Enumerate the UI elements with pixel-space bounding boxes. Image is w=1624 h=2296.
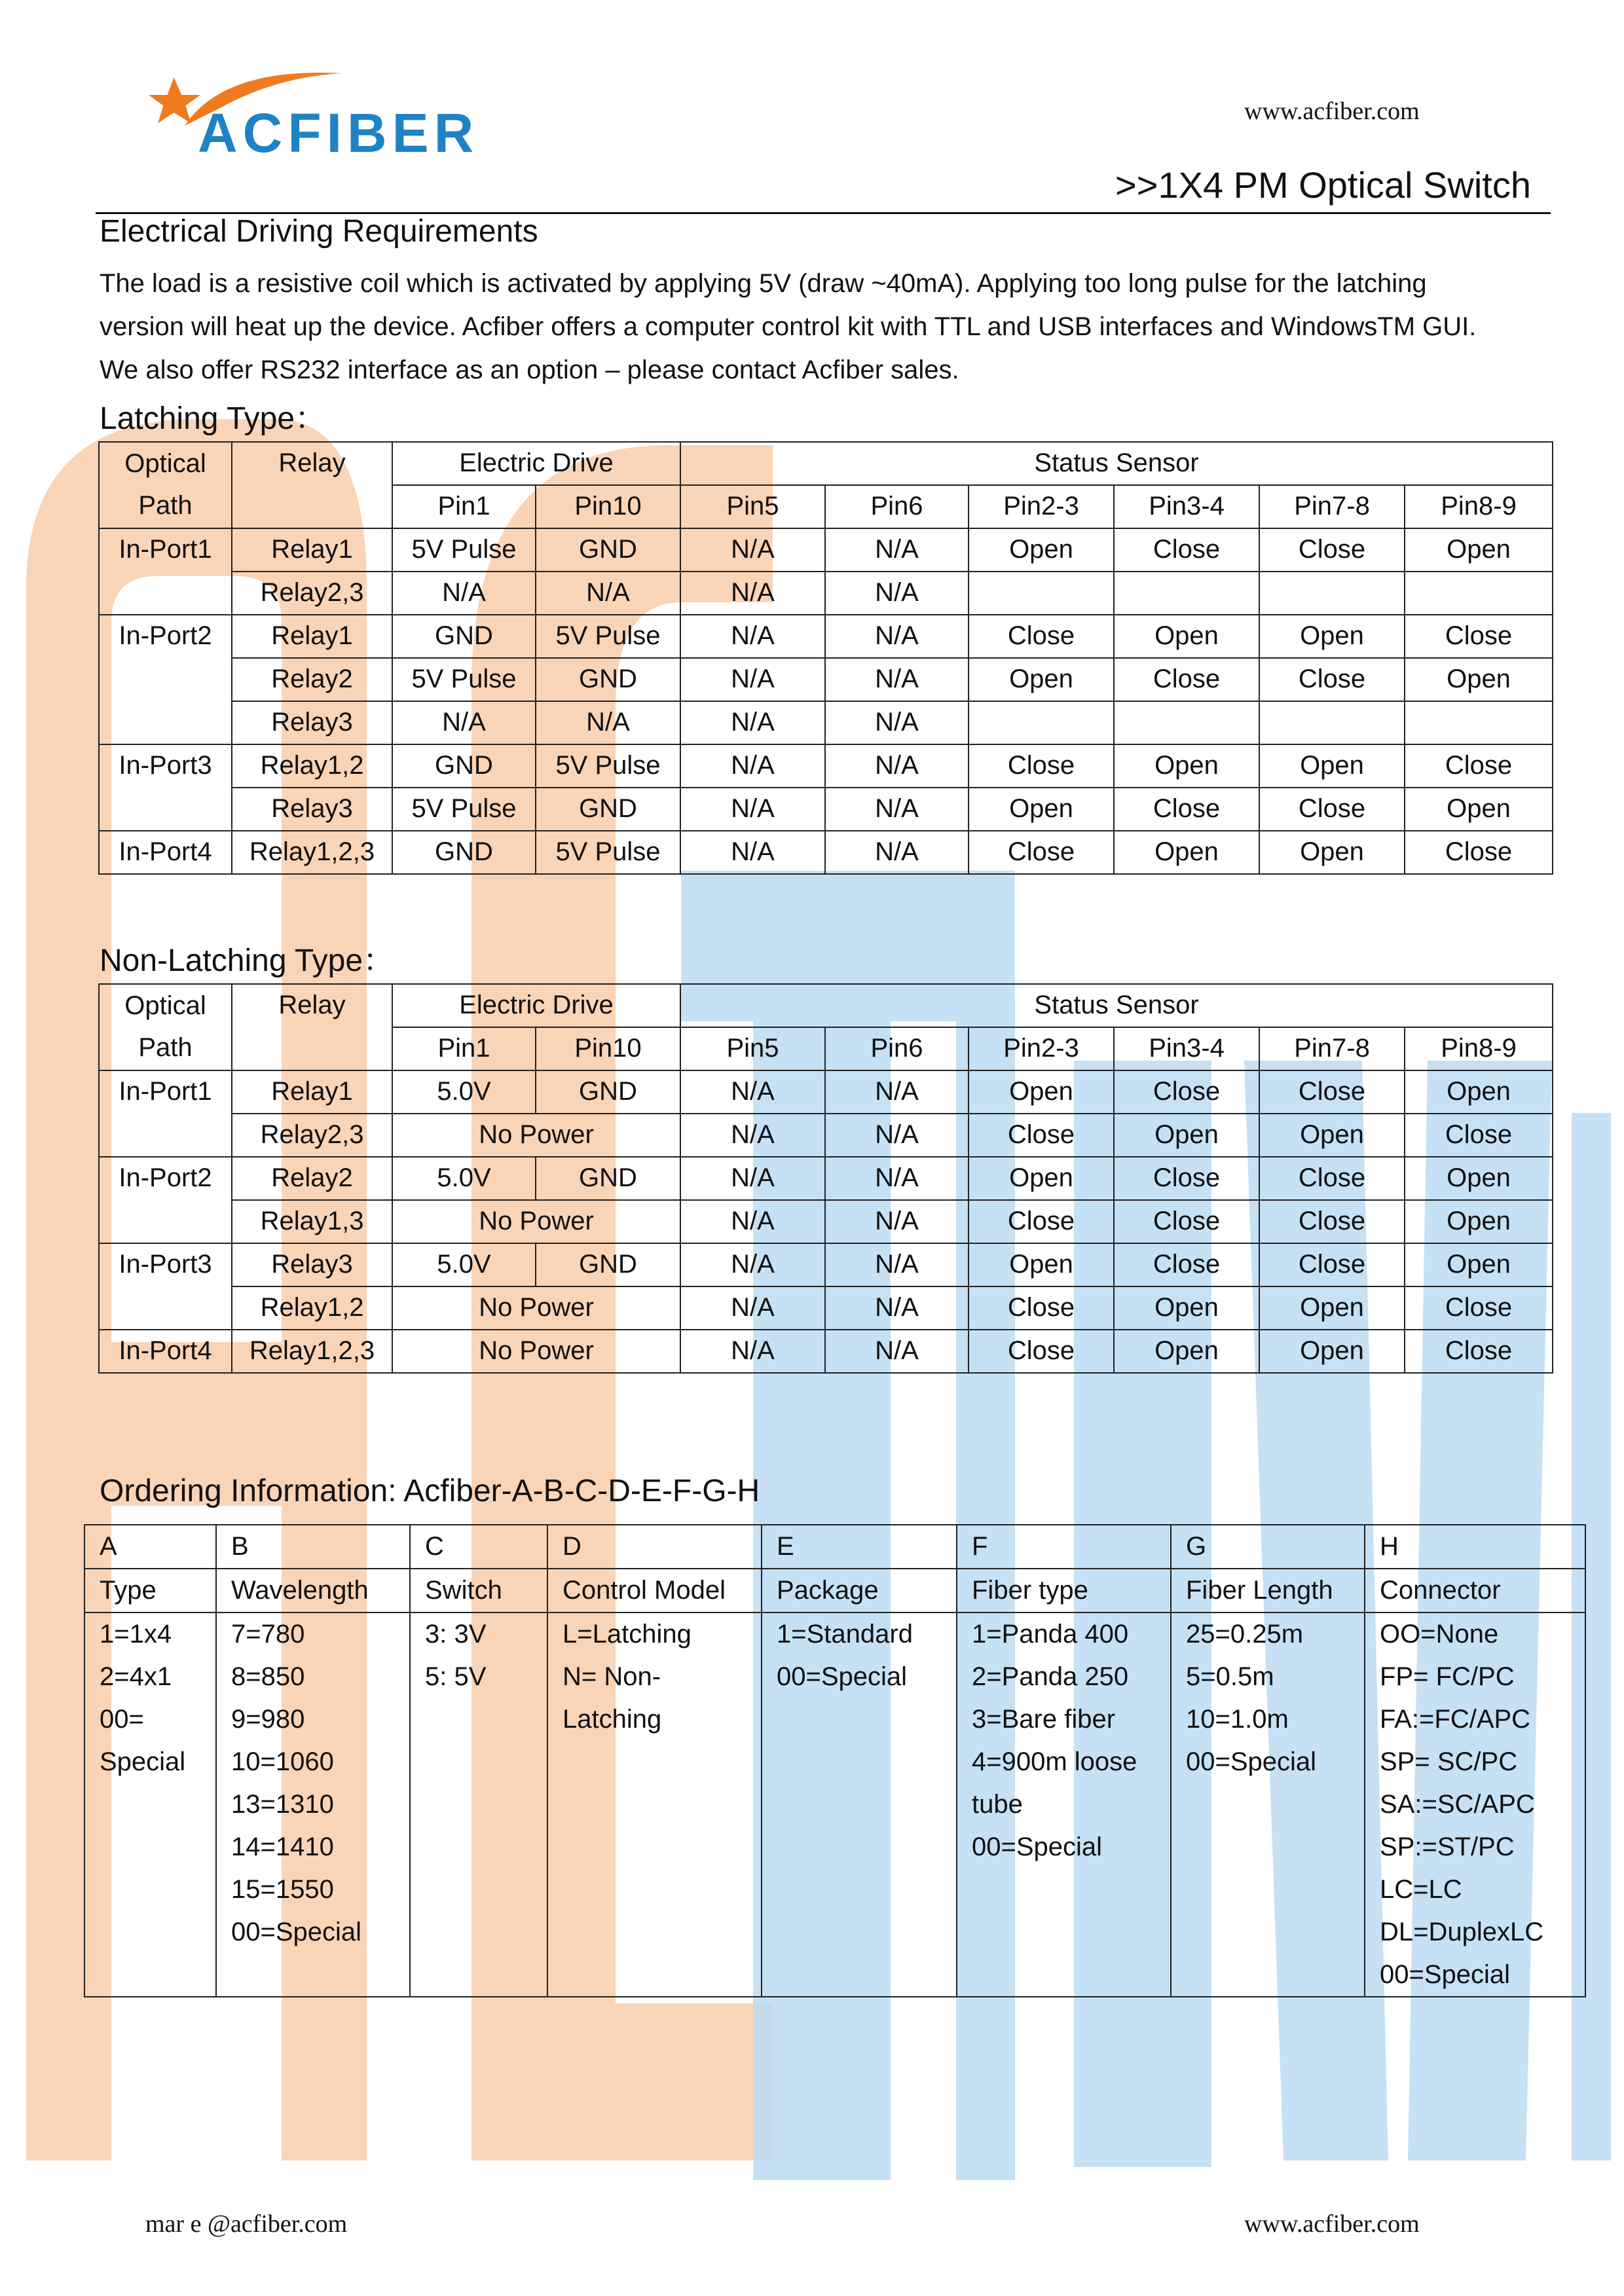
ordering-options-cell bbox=[762, 1613, 957, 1997]
value-cell: Open bbox=[1259, 1286, 1405, 1330]
ordering-option: 7=780 bbox=[231, 1620, 305, 1649]
relay-cell: Relay3 bbox=[232, 701, 392, 744]
non-latching-table bbox=[98, 983, 1553, 1374]
header-pin: Pin10 bbox=[536, 1027, 680, 1070]
ordering-option: 1=Standard bbox=[777, 1620, 913, 1649]
value-cell: Open bbox=[1114, 1286, 1259, 1330]
ordering-option: 5: 5V bbox=[425, 1662, 487, 1691]
value-cell: Open bbox=[1405, 1243, 1553, 1286]
ordering-field-name: Package bbox=[762, 1569, 957, 1613]
value-cell: 5V Pulse bbox=[536, 615, 680, 658]
ordering-letter: F bbox=[957, 1525, 1171, 1569]
ordering-option: 2=4x1 bbox=[100, 1662, 172, 1691]
value-cell: Close bbox=[1259, 528, 1405, 572]
acfiber-logo bbox=[145, 60, 486, 165]
ordering-option: 25=0.25m bbox=[1186, 1620, 1304, 1649]
value-cell: Open bbox=[1405, 1200, 1553, 1243]
header-pin: Pin8-9 bbox=[1405, 485, 1553, 528]
relay-cell: Relay2 bbox=[232, 1157, 392, 1200]
value-cell: Close bbox=[1259, 1070, 1405, 1114]
relay-cell: Relay1,2,3 bbox=[232, 831, 392, 874]
header-optical-path: Optical Path bbox=[99, 442, 232, 528]
table-row bbox=[99, 1157, 1553, 1200]
paragraph-line: The load is a resistive coil which is activated by applying 5V (draw ~40mA). Applying too long pulse for the latching bbox=[100, 269, 1427, 298]
optical-path-cell: In-Port3 bbox=[99, 1243, 232, 1330]
no-power-cell: No Power bbox=[392, 1286, 680, 1330]
value-cell: Open bbox=[969, 1070, 1114, 1114]
ordering-field-name: Wavelength bbox=[216, 1569, 410, 1613]
ordering-option: 14=1410 bbox=[231, 1832, 334, 1861]
value-cell bbox=[969, 701, 1114, 744]
header-pin: Pin6 bbox=[825, 1027, 969, 1070]
ordering-field-name: Control Model bbox=[547, 1569, 762, 1613]
value-cell: N/A bbox=[392, 701, 536, 744]
ordering-options-cell bbox=[957, 1613, 1171, 1997]
ordering-option: 3: 3V bbox=[425, 1620, 487, 1649]
value-cell: GND bbox=[536, 1070, 680, 1114]
footer-email[interactable]: mar e @acfiber.com bbox=[145, 2210, 348, 2238]
optical-path-cell: In-Port2 bbox=[99, 615, 232, 744]
ordering-option: OO=None bbox=[1380, 1620, 1499, 1649]
value-cell: Close bbox=[969, 1200, 1114, 1243]
value-cell: N/A bbox=[825, 1114, 969, 1157]
ordering-option: SA:=SC/APC bbox=[1380, 1790, 1535, 1819]
value-cell: N/A bbox=[825, 744, 969, 788]
ordering-option: 5=0.5m bbox=[1186, 1662, 1274, 1691]
header-optical-path: Optical Path bbox=[99, 984, 232, 1070]
header-pin: Pin7-8 bbox=[1259, 1027, 1405, 1070]
no-power-cell: No Power bbox=[392, 1330, 680, 1373]
value-cell: N/A bbox=[536, 701, 680, 744]
value-cell: Open bbox=[1405, 788, 1553, 831]
relay-cell: Relay1,3 bbox=[232, 1200, 392, 1243]
table-row bbox=[99, 528, 1553, 572]
value-cell: GND bbox=[536, 1243, 680, 1286]
ordering-option: Special bbox=[100, 1747, 186, 1776]
value-cell: 5V Pulse bbox=[536, 744, 680, 788]
value-cell: N/A bbox=[825, 1157, 969, 1200]
header-relay: Relay bbox=[232, 984, 392, 1070]
value-cell: Open bbox=[1114, 744, 1259, 788]
value-cell: Close bbox=[969, 744, 1114, 788]
document-title: >>1X4 PM Optical Switch bbox=[1115, 164, 1531, 206]
ordering-letter: D bbox=[547, 1525, 762, 1569]
value-cell: Open bbox=[1405, 658, 1553, 701]
value-cell: N/A bbox=[680, 658, 825, 701]
ordering-option: 1=Panda 400 bbox=[972, 1620, 1129, 1649]
value-cell: Close bbox=[1114, 1243, 1259, 1286]
value-cell: GND bbox=[536, 1157, 680, 1200]
header-status-sensor: Status Sensor bbox=[680, 442, 1553, 485]
latching-heading: Latching Type： bbox=[100, 401, 327, 436]
relay-cell: Relay1,2,3 bbox=[232, 1330, 392, 1373]
ordering-field-name: Type bbox=[84, 1569, 216, 1613]
value-cell: Open bbox=[969, 788, 1114, 831]
value-cell: Open bbox=[1114, 1114, 1259, 1157]
relay-cell: Relay2,3 bbox=[232, 1114, 392, 1157]
value-cell: Close bbox=[1405, 1286, 1553, 1330]
value-cell: Open bbox=[969, 1157, 1114, 1200]
value-cell: Close bbox=[1114, 1157, 1259, 1200]
ordering-field-name: Connector bbox=[1365, 1569, 1585, 1613]
value-cell: GND bbox=[392, 831, 536, 874]
value-cell: N/A bbox=[825, 831, 969, 874]
value-cell: GND bbox=[536, 658, 680, 701]
ordering-option: 00=Special bbox=[777, 1662, 908, 1691]
value-cell: N/A bbox=[680, 572, 825, 615]
ordering-option: SP= SC/PC bbox=[1380, 1747, 1518, 1776]
value-cell: GND bbox=[536, 788, 680, 831]
value-cell: N/A bbox=[825, 1286, 969, 1330]
value-cell: Close bbox=[1259, 658, 1405, 701]
table-row bbox=[99, 1330, 1553, 1373]
header-pin: Pin10 bbox=[536, 485, 680, 528]
optical-path-cell: In-Port2 bbox=[99, 1157, 232, 1243]
ordering-letter: B bbox=[216, 1525, 410, 1569]
value-cell: N/A bbox=[680, 701, 825, 744]
table-row bbox=[99, 744, 1553, 788]
header-pin: Pin5 bbox=[680, 485, 825, 528]
ordering-options-cell bbox=[1171, 1613, 1365, 1997]
header-electric-drive: Electric Drive bbox=[392, 984, 680, 1027]
value-cell: Close bbox=[1114, 1070, 1259, 1114]
ordering-option: tube bbox=[972, 1790, 1023, 1819]
ordering-option: 15=1550 bbox=[231, 1875, 334, 1904]
value-cell: 5V Pulse bbox=[392, 658, 536, 701]
ordering-option: 1=1x4 bbox=[100, 1620, 172, 1649]
value-cell: GND bbox=[536, 528, 680, 572]
value-cell: Close bbox=[1114, 788, 1259, 831]
value-cell: N/A bbox=[392, 572, 536, 615]
value-cell: N/A bbox=[825, 701, 969, 744]
value-cell: Close bbox=[1405, 744, 1553, 788]
ordering-options-cell bbox=[410, 1613, 547, 1997]
value-cell: 5.0V bbox=[392, 1243, 536, 1286]
value-cell: Open bbox=[1259, 831, 1405, 874]
value-cell bbox=[1259, 572, 1405, 615]
ordering-option: 00=Special bbox=[1186, 1747, 1317, 1776]
header-pin: Pin8-9 bbox=[1405, 1027, 1553, 1070]
value-cell: N/A bbox=[536, 572, 680, 615]
table-row bbox=[99, 1200, 1553, 1243]
ordering-option: SP:=ST/PC bbox=[1380, 1832, 1515, 1861]
value-cell: Close bbox=[1114, 1200, 1259, 1243]
value-cell: N/A bbox=[825, 528, 969, 572]
value-cell: Close bbox=[1114, 658, 1259, 701]
value-cell: N/A bbox=[825, 572, 969, 615]
paragraph-line: version will heat up the device. Acfiber offers a computer control kit with TTL and USB interfaces and WindowsTM GUI. bbox=[100, 312, 1477, 341]
value-cell: Open bbox=[969, 1243, 1114, 1286]
optical-path-cell: In-Port4 bbox=[99, 831, 232, 874]
value-cell: GND bbox=[392, 744, 536, 788]
table-row bbox=[99, 1243, 1553, 1286]
value-cell: N/A bbox=[680, 1330, 825, 1373]
ordering-option: 2=Panda 250 bbox=[972, 1662, 1129, 1691]
header-electric-drive: Electric Drive bbox=[392, 442, 680, 485]
table-row bbox=[99, 701, 1553, 744]
value-cell: Open bbox=[1114, 615, 1259, 658]
value-cell: N/A bbox=[680, 1243, 825, 1286]
value-cell: Close bbox=[969, 1114, 1114, 1157]
value-cell: Close bbox=[1405, 615, 1553, 658]
value-cell: Open bbox=[1259, 744, 1405, 788]
value-cell bbox=[1259, 701, 1405, 744]
optical-path-cell: In-Port1 bbox=[99, 528, 232, 615]
ordering-option: Latching bbox=[563, 1705, 662, 1734]
value-cell bbox=[1405, 701, 1553, 744]
value-cell: N/A bbox=[825, 1243, 969, 1286]
value-cell: N/A bbox=[825, 788, 969, 831]
value-cell: Close bbox=[1259, 1200, 1405, 1243]
paragraph-line: We also offer RS232 interface as an option – please contact Acfiber sales. bbox=[100, 355, 959, 384]
header-pin: Pin3-4 bbox=[1114, 485, 1259, 528]
value-cell: Close bbox=[1405, 1114, 1553, 1157]
relay-cell: Relay2,3 bbox=[232, 572, 392, 615]
ordering-option: FP= FC/PC bbox=[1380, 1662, 1515, 1691]
value-cell: 5.0V bbox=[392, 1070, 536, 1114]
value-cell: N/A bbox=[680, 744, 825, 788]
ordering-option: 4=900m loose bbox=[972, 1747, 1137, 1776]
value-cell: N/A bbox=[680, 1157, 825, 1200]
value-cell bbox=[1405, 572, 1553, 615]
table-row bbox=[99, 788, 1553, 831]
ordering-letter: E bbox=[762, 1525, 957, 1569]
relay-cell: Relay1 bbox=[232, 615, 392, 658]
relay-cell: Relay1,2 bbox=[232, 744, 392, 788]
ordering-option: L=Latching bbox=[563, 1620, 692, 1649]
value-cell: Open bbox=[1405, 1157, 1553, 1200]
ordering-options-cell bbox=[216, 1613, 410, 1997]
value-cell: 5V Pulse bbox=[536, 831, 680, 874]
ordering-option: N= Non- bbox=[563, 1662, 661, 1691]
ordering-option: 00=Special bbox=[972, 1832, 1103, 1861]
value-cell: Open bbox=[1259, 1330, 1405, 1373]
value-cell: Open bbox=[1114, 1330, 1259, 1373]
table-row bbox=[99, 658, 1553, 701]
footer-website[interactable]: www.acfiber.com bbox=[1244, 2210, 1420, 2238]
relay-cell: Relay3 bbox=[232, 1243, 392, 1286]
ordering-letter: C bbox=[410, 1525, 547, 1569]
header-pin: Pin2-3 bbox=[969, 1027, 1114, 1070]
ordering-letter: G bbox=[1171, 1525, 1365, 1569]
optical-path-cell: In-Port4 bbox=[99, 1330, 232, 1373]
value-cell: Close bbox=[969, 1330, 1114, 1373]
value-cell bbox=[1114, 701, 1259, 744]
value-cell: N/A bbox=[680, 1070, 825, 1114]
ordering-option: 9=980 bbox=[231, 1705, 305, 1734]
relay-cell: Relay3 bbox=[232, 788, 392, 831]
value-cell: Open bbox=[1259, 1114, 1405, 1157]
header-pin: Pin5 bbox=[680, 1027, 825, 1070]
header-pin: Pin1 bbox=[392, 485, 536, 528]
table-row bbox=[99, 1114, 1553, 1157]
value-cell: N/A bbox=[680, 831, 825, 874]
header-website[interactable]: www.acfiber.com bbox=[1244, 98, 1420, 125]
value-cell: Open bbox=[1405, 1070, 1553, 1114]
ordering-letter: A bbox=[84, 1525, 216, 1569]
electrical-heading: Electrical Driving Requirements bbox=[100, 214, 538, 249]
value-cell: N/A bbox=[680, 615, 825, 658]
ordering-table bbox=[84, 1524, 1586, 1997]
ordering-option: DL=DuplexLC bbox=[1380, 1918, 1544, 1946]
value-cell: N/A bbox=[680, 1286, 825, 1330]
table-row bbox=[99, 1070, 1553, 1114]
value-cell: Close bbox=[1259, 788, 1405, 831]
value-cell: 5V Pulse bbox=[392, 788, 536, 831]
header-pin: Pin7-8 bbox=[1259, 485, 1405, 528]
value-cell: Open bbox=[969, 528, 1114, 572]
value-cell: N/A bbox=[825, 658, 969, 701]
value-cell: Open bbox=[1259, 615, 1405, 658]
value-cell: Close bbox=[1405, 1330, 1553, 1373]
ordering-options-cell bbox=[547, 1613, 762, 1997]
value-cell: N/A bbox=[825, 1330, 969, 1373]
ordering-letter: H bbox=[1365, 1525, 1585, 1569]
value-cell: N/A bbox=[825, 615, 969, 658]
ordering-heading: Ordering Information: Acfiber-A-B-C-D-E-F-G-H bbox=[100, 1474, 760, 1508]
header-pin: Pin6 bbox=[825, 485, 969, 528]
non-latching-heading: Non-Latching Type： bbox=[100, 943, 395, 978]
value-cell: Open bbox=[1114, 831, 1259, 874]
value-cell: Close bbox=[1259, 1157, 1405, 1200]
ordering-option: LC=LC bbox=[1380, 1875, 1462, 1904]
ordering-option: 13=1310 bbox=[231, 1790, 334, 1819]
ordering-option: 3=Bare fiber bbox=[972, 1705, 1116, 1734]
ordering-options-cell bbox=[84, 1613, 216, 1997]
relay-cell: Relay2 bbox=[232, 658, 392, 701]
value-cell: N/A bbox=[825, 1070, 969, 1114]
header-status-sensor: Status Sensor bbox=[680, 984, 1553, 1027]
value-cell bbox=[1114, 572, 1259, 615]
header-pin: Pin2-3 bbox=[969, 485, 1114, 528]
header-pin: Pin3-4 bbox=[1114, 1027, 1259, 1070]
optical-path-cell: In-Port1 bbox=[99, 1070, 232, 1157]
ordering-option: 10=1.0m bbox=[1186, 1705, 1289, 1734]
relay-cell: Relay1 bbox=[232, 1070, 392, 1114]
ordering-option: FA:=FC/APC bbox=[1380, 1705, 1531, 1734]
value-cell: Close bbox=[1259, 1243, 1405, 1286]
ordering-option: 10=1060 bbox=[231, 1747, 334, 1776]
value-cell: N/A bbox=[680, 528, 825, 572]
ordering-option: 00=Special bbox=[1380, 1960, 1511, 1989]
table-row bbox=[99, 831, 1553, 874]
value-cell: N/A bbox=[680, 788, 825, 831]
value-cell bbox=[969, 572, 1114, 615]
relay-cell: Relay1 bbox=[232, 528, 392, 572]
value-cell: Open bbox=[969, 658, 1114, 701]
ordering-option: 8=850 bbox=[231, 1662, 305, 1691]
value-cell: GND bbox=[392, 615, 536, 658]
ordering-field-name: Switch bbox=[410, 1569, 547, 1613]
table-row bbox=[99, 615, 1553, 658]
ordering-options-cell bbox=[1365, 1613, 1585, 1997]
value-cell: Close bbox=[969, 1286, 1114, 1330]
latching-table bbox=[98, 441, 1553, 875]
header-relay: Relay bbox=[232, 442, 392, 528]
value-cell: 5V Pulse bbox=[392, 528, 536, 572]
value-cell: Close bbox=[1114, 528, 1259, 572]
value-cell: Close bbox=[969, 831, 1114, 874]
svg-text:ACFIBER: ACFIBER bbox=[198, 102, 479, 164]
value-cell: N/A bbox=[680, 1114, 825, 1157]
value-cell: Open bbox=[1405, 528, 1553, 572]
header-pin: Pin1 bbox=[392, 1027, 536, 1070]
value-cell: Close bbox=[969, 615, 1114, 658]
table-row bbox=[99, 572, 1553, 615]
ordering-field-name: Fiber Length bbox=[1171, 1569, 1365, 1613]
table-row bbox=[99, 1286, 1553, 1330]
optical-path-cell: In-Port3 bbox=[99, 744, 232, 831]
no-power-cell: No Power bbox=[392, 1200, 680, 1243]
value-cell: N/A bbox=[825, 1200, 969, 1243]
no-power-cell: No Power bbox=[392, 1114, 680, 1157]
ordering-option: 00= bbox=[100, 1705, 144, 1734]
value-cell: 5.0V bbox=[392, 1157, 536, 1200]
relay-cell: Relay1,2 bbox=[232, 1286, 392, 1330]
electrical-paragraph bbox=[100, 262, 1560, 392]
value-cell: Close bbox=[1405, 831, 1553, 874]
ordering-field-name: Fiber type bbox=[957, 1569, 1171, 1613]
value-cell: N/A bbox=[680, 1200, 825, 1243]
ordering-option: 00=Special bbox=[231, 1918, 362, 1946]
